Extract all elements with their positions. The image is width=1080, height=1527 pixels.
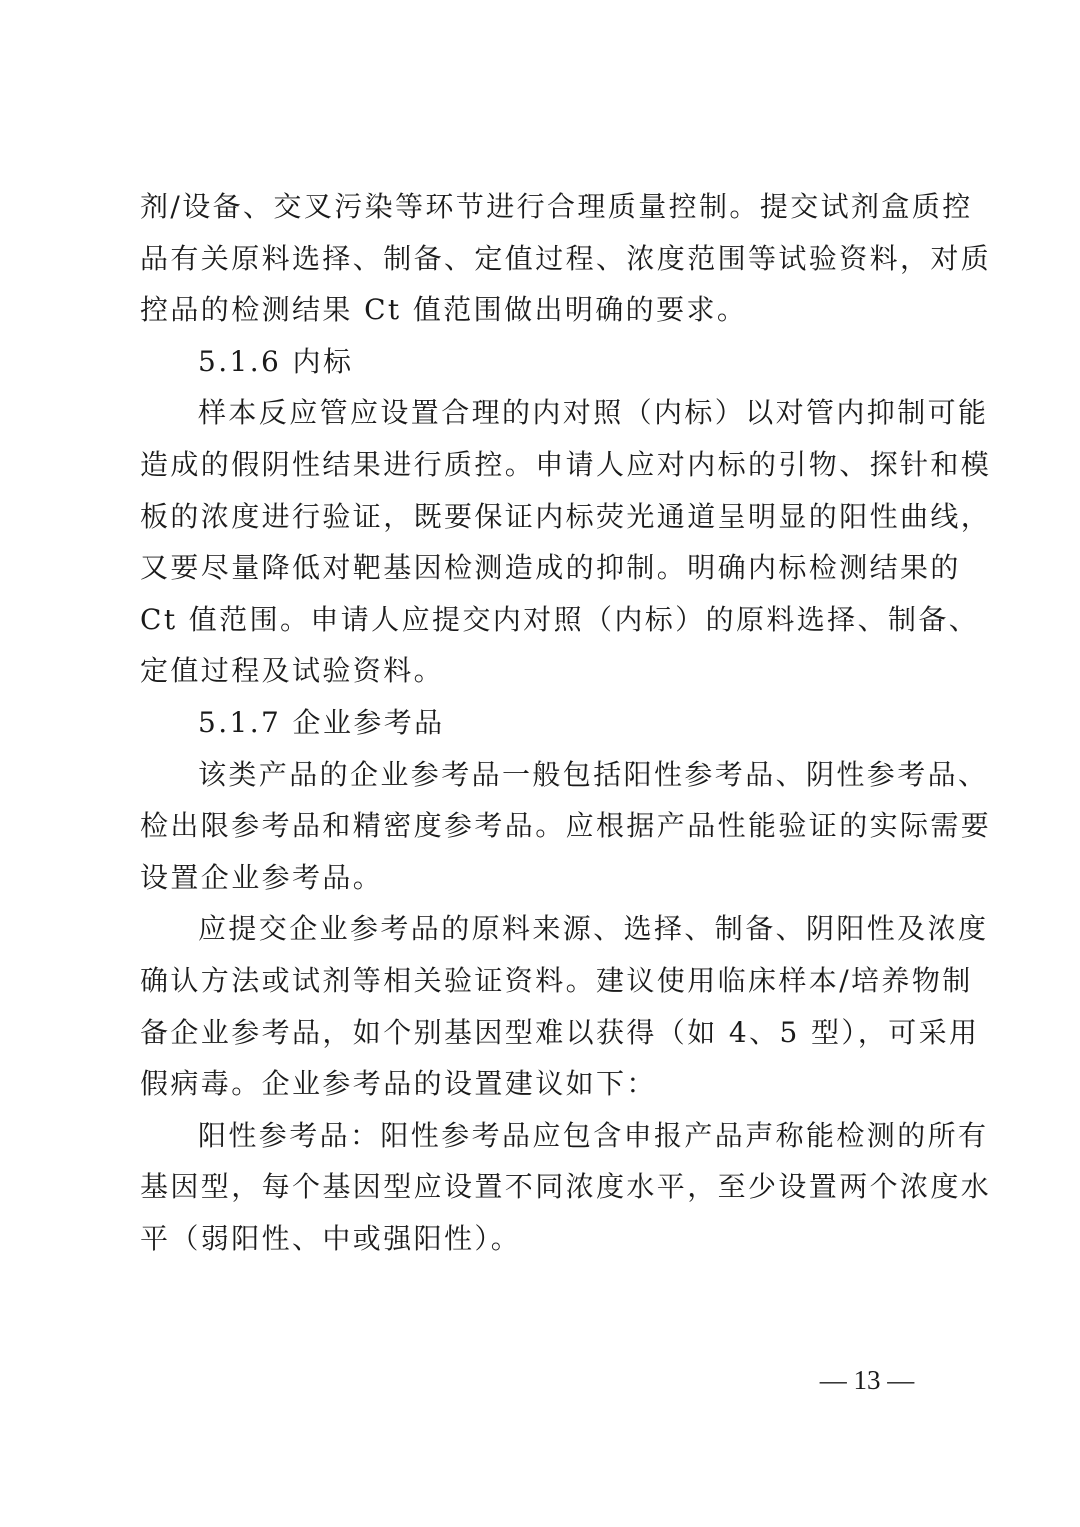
body-text (140, 181, 992, 1264)
text-line: 定值过程及试验资料。 (140, 654, 445, 688)
section-heading-5-1-6: 5.1.6 内标 (198, 344, 354, 378)
text-line: 板的浓度进行验证，既要保证内标荧光通道呈明显的阳性曲线， (140, 499, 992, 533)
text-line: 造成的假阴性结果进行质控。申请人应对内标的引物、探针和模 (140, 447, 992, 481)
text-line: 假病毒。企业参考品的设置建议如下： (140, 1067, 657, 1101)
text-line: Ct 值范围。申请人应提交内对照（内标）的原料选择、制备、 (140, 602, 980, 636)
text-line: 平（弱阳性、中或强阳性）。 (140, 1221, 522, 1255)
text-line: 剂/设备、交叉污染等环节进行合理质量控制。提交试剂盒质控 (140, 190, 973, 223)
paragraph-first-line: 应提交企业参考品的原料来源、选择、制备、阴阳性及浓度 (198, 912, 989, 946)
text-line: 设置企业参考品。 (140, 860, 384, 894)
text-line: 确认方法或试剂等相关验证资料。建议使用临床样本/培养物制 (140, 963, 973, 997)
paragraph-first-line: 该类产品的企业参考品一般包括阳性参考品、阴性参考品、 (198, 757, 989, 791)
paragraph-first-line: 样本反应管应设置合理的内对照（内标）以对管内抑制可能 (198, 396, 989, 430)
text-line: 检出限参考品和精密度参考品。应根据产品性能验证的实际需要 (140, 809, 992, 843)
text-line: 基因型，每个基因型应设置不同浓度水平，至少设置两个浓度水 (140, 1170, 992, 1204)
section-heading-5-1-7: 5.1.7 企业参考品 (198, 705, 445, 739)
text-line: 备企业参考品，如个别基因型难以获得（如 4、5 型），可采用 (140, 1015, 980, 1049)
paragraph-first-line: 阳性参考品：阳性参考品应包含申报产品声称能检测的所有 (198, 1118, 989, 1152)
text-line: 品有关原料选择、制备、定值过程、浓度范围等试验资料，对质 (140, 241, 992, 275)
text-line: 控品的检测结果 Ct 值范围做出明确的要求。 (140, 293, 748, 327)
text-line: 又要尽量降低对靶基因检测造成的抑制。明确内标检测结果的 (140, 551, 961, 585)
page-number: — 13 — (819, 1365, 915, 1395)
